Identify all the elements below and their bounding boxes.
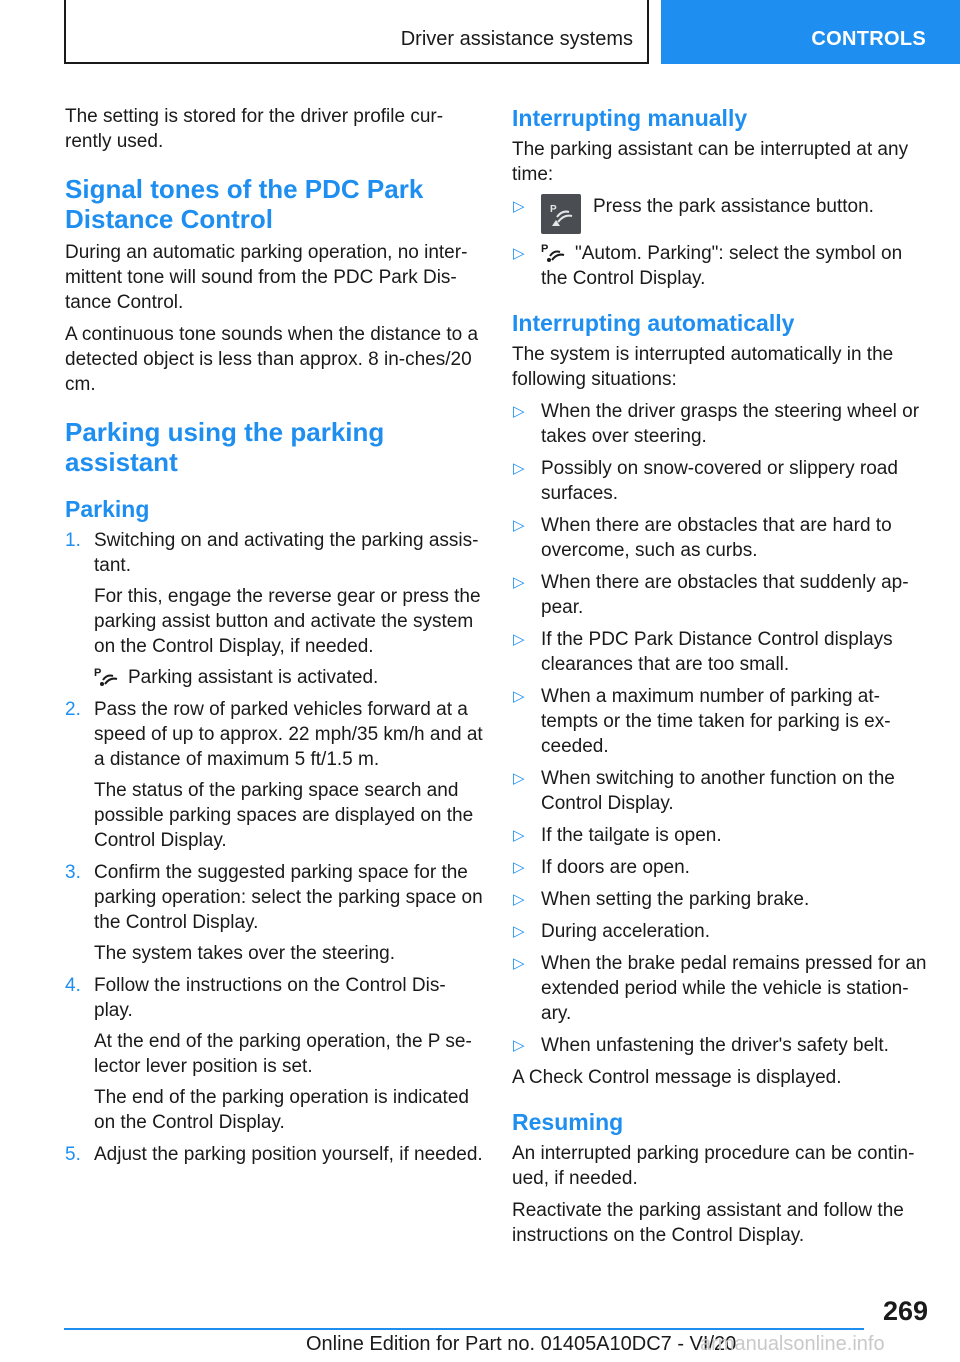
triangle-bullet-icon: ▷	[513, 574, 525, 591]
triangle-bullet-icon: ▷	[513, 859, 525, 876]
triangle-bullet-icon: ▷	[513, 923, 525, 940]
signal-paragraph-1: During an automatic parking operation, no inter‐mittent tone will sound from the PDC Park Dis‐tance Control.	[65, 242, 468, 313]
step-item	[65, 973, 483, 1135]
auto-intro: The system is interrupted automatically in the following situations:	[512, 344, 894, 390]
header-section-title: Driver assistance systems	[400, 28, 633, 50]
step-number: 5.	[65, 1144, 81, 1165]
list-item	[512, 241, 930, 291]
list-item	[512, 399, 930, 449]
left-column	[65, 104, 483, 1174]
interrupting-automatically-heading: Interrupting automatically	[512, 310, 795, 336]
step-number: 4.	[65, 975, 81, 996]
list-item-text: If doors are open.	[541, 857, 690, 878]
resuming-paragraph-1: An interrupted parking procedure can be contin‐ued, if needed.	[512, 1143, 915, 1189]
manual-list	[512, 194, 930, 291]
step-number: 3.	[65, 862, 81, 883]
triangle-bullet-icon: ▷	[513, 403, 525, 420]
triangle-bullet-icon: ▷	[513, 245, 525, 262]
parking-assistant-heading: Parking using the parking assistant	[65, 417, 385, 477]
step-detail: The status of the parking space search and possible parking spaces are displayed on the Control Display.	[94, 780, 474, 851]
step-text: Confirm the suggested parking space for the parking operation: select the parking space on the Control Display.	[94, 862, 483, 933]
edition-text: Online Edition for Part no. 01405A10DC7 - VI/20	[306, 1333, 737, 1355]
list-item-text: Press the park assistance button.	[593, 196, 874, 217]
list-item	[512, 456, 930, 506]
list-item-text: When unfastening the driver's safety belt.	[541, 1035, 889, 1056]
manual-intro: The parking assistant can be interrupted at any time:	[512, 139, 909, 185]
step-detail-text: Parking assistant is activated.	[128, 667, 379, 688]
interrupting-manually-heading: Interrupting manually	[512, 105, 748, 131]
step-item	[65, 528, 483, 690]
svg-text:P: P	[94, 667, 102, 679]
list-item-text: When there are obstacles that are hard to overcome, such as curbs.	[541, 515, 892, 561]
parking-subheading: Parking	[65, 496, 150, 522]
list-item	[512, 570, 930, 620]
list-item	[512, 627, 930, 677]
list-item	[512, 855, 930, 880]
step-item	[65, 1142, 483, 1167]
resuming-heading: Resuming	[512, 1109, 624, 1135]
footer-divider	[64, 1328, 864, 1330]
triangle-bullet-icon: ▷	[513, 517, 525, 534]
step-number: 2.	[65, 699, 81, 720]
list-item	[512, 823, 930, 848]
step-detail: For this, engage the reverse gear or press the parking assist button and activate the system on the Control Display, if needed.	[94, 586, 481, 657]
park-assist-button-icon	[541, 194, 581, 234]
list-item-text: If the tailgate is open.	[541, 825, 722, 846]
list-item	[512, 513, 930, 563]
step-text: Pass the row of parked vehicles forward at a speed of up to approx. 22 mph/35 km/h and at a distance of maximum 5 ft/1.5 m.	[94, 699, 483, 770]
step-detail-with-icon	[94, 665, 483, 690]
step-detail: At the end of the parking operation, the P se‐lector lever position is set.	[94, 1031, 472, 1077]
step-text: Follow the instructions on the Control Dis‐play.	[94, 975, 446, 1021]
triangle-bullet-icon: ▷	[513, 955, 525, 972]
signal-tones-heading: Signal tones of the PDC Park Distance Control	[65, 174, 424, 234]
triangle-bullet-icon: ▷	[513, 631, 525, 648]
list-item	[512, 919, 930, 944]
list-item	[512, 684, 930, 759]
list-item-text: When the driver grasps the steering wheel or takes over steering.	[541, 401, 920, 447]
step-item	[65, 860, 483, 966]
list-item-text: When there are obstacles that suddenly ap‐pear.	[541, 572, 909, 618]
park-assist-icon	[94, 665, 120, 687]
signal-paragraph-2: A continuous tone sounds when the distance to a detected object is less than approx. 8 in‐ches/20 cm.	[65, 324, 479, 395]
step-text: Switching on and activating the parking assis‐tant.	[94, 530, 479, 576]
triangle-bullet-icon: ▷	[513, 1037, 525, 1054]
check-control-note: A Check Control message is displayed.	[512, 1067, 842, 1088]
page-number: 269	[882, 1296, 928, 1326]
list-item	[512, 887, 930, 912]
resuming-paragraph-2: Reactivate the parking assistant and follow the instructions on the Control Display.	[512, 1200, 904, 1246]
list-item-text: When setting the parking brake.	[541, 889, 810, 910]
list-item	[512, 194, 930, 234]
list-item-text: If the PDC Park Distance Control displays clearances that are too small.	[541, 629, 893, 675]
step-number: 1.	[65, 530, 81, 551]
triangle-bullet-icon: ▷	[513, 198, 525, 215]
svg-text:P: P	[541, 243, 549, 255]
right-column	[512, 104, 930, 1255]
step-detail: The system takes over the steering.	[94, 943, 395, 964]
triangle-bullet-icon: ▷	[513, 460, 525, 477]
step-text: Adjust the parking position yourself, if needed.	[94, 1144, 483, 1165]
list-item-text: When a maximum number of parking at‐tempts or the time taken for parking is ex‐ceeded.	[541, 686, 891, 757]
list-item-text: "Autom. Parking": select the symbol on the Control Display.	[541, 243, 903, 289]
button-instruction	[541, 194, 930, 234]
intro-paragraph: The setting is stored for the driver profile cur‐rently used.	[65, 106, 444, 152]
list-item-text: During acceleration.	[541, 921, 710, 942]
parking-steps	[65, 528, 483, 1167]
triangle-bullet-icon: ▷	[513, 827, 525, 844]
watermark: armanualsonline.info	[700, 1333, 885, 1355]
triangle-bullet-icon: ▷	[513, 770, 525, 787]
list-item	[512, 766, 930, 816]
step-item	[65, 697, 483, 853]
header-chapter-title: CONTROLS	[811, 28, 926, 50]
list-item	[512, 1033, 930, 1058]
list-item-text: Possibly on snow-covered or slippery road surfaces.	[541, 458, 898, 504]
list-item	[512, 951, 930, 1026]
list-item-text: When switching to another function on the Control Display.	[541, 768, 895, 814]
list-item-text: When the brake pedal remains pressed for an extended period while the vehicle is station‐ary.	[541, 953, 927, 1024]
step-detail: The end of the parking operation is indicated on the Control Display.	[94, 1087, 469, 1133]
triangle-bullet-icon: ▷	[513, 688, 525, 705]
auto-list	[512, 399, 930, 1058]
triangle-bullet-icon: ▷	[513, 891, 525, 908]
svg-text:P: P	[550, 204, 557, 215]
header-chapter-tab	[661, 0, 960, 64]
park-assist-icon	[541, 241, 567, 263]
header-section-box	[64, 0, 649, 64]
